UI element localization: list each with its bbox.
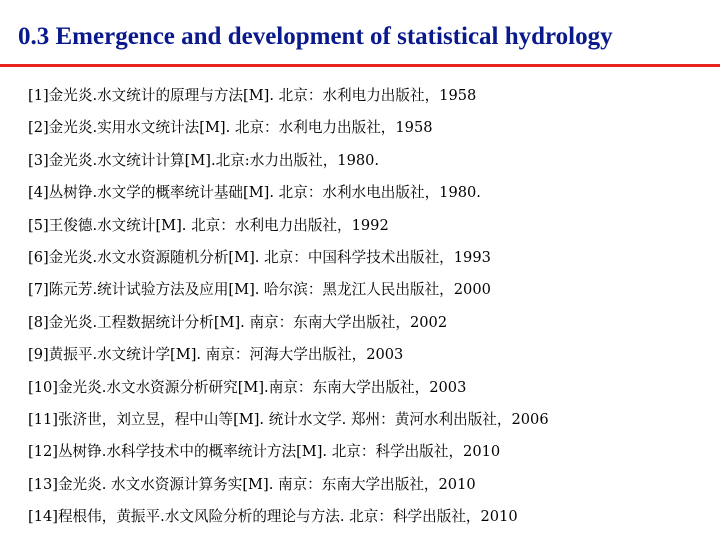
title-divider <box>0 64 720 67</box>
reference-item: [3]金光炎.水文统计计算[M].北京:水力出版社，1980. <box>28 151 380 169</box>
reference-item: [8]金光炎.工程数据统计分析[M]. 南京：东南大学出版社，2002 <box>28 313 448 331</box>
reference-item: [7]陈元芳.统计试验方法及应用[M]. 哈尔滨：黑龙江人民出版社，2000 <box>28 281 491 299</box>
reference-item: [10]金光炎.水文水资源分析研究[M].南京：东南大学出版社，2003 <box>28 378 467 396</box>
reference-item: [12]丛树铮.水科学技术中的概率统计方法[M]. 北京：科学出版社，2010 <box>28 443 501 461</box>
reference-item: [4]丛树铮.水文学的概率统计基础[M]. 北京：水利水电出版社，1980. <box>28 184 481 202</box>
reference-item: [13]金光炎. 水文水资源计算务实[M]. 南京：东南大学出版社，2010 <box>28 475 476 493</box>
reference-list <box>28 82 549 535</box>
reference-item: [14]程根伟，黄振平.水文风险分析的理论与方法. 北京：科学出版社，2010 <box>28 508 518 526</box>
reference-item: [1]金光炎.水文统计的原理与方法[M]. 北京：水利电力出版社，1958 <box>28 87 477 104</box>
reference-item: [6]金光炎.水文水资源随机分析[M]. 北京：中国科学技术出版社，1993 <box>28 248 491 266</box>
slide-title: 0.3 Emergence and development of statistical hydrology <box>18 23 613 50</box>
reference-item: [11]张济世，刘立昱，程中山等[M]. 统计水文学. 郑州：黄河水利出版社，2006 <box>28 410 549 428</box>
reference-item: [9]黄振平.水文统计学[M]. 南京：河海大学出版社，2003 <box>28 346 404 364</box>
reference-item: [5]王俊德.水文统计[M]. 北京：水利电力出版社，1992 <box>28 216 389 234</box>
reference-item: [2]金光炎.实用水文统计法[M]. 北京：水利电力出版社，1958 <box>28 119 433 137</box>
